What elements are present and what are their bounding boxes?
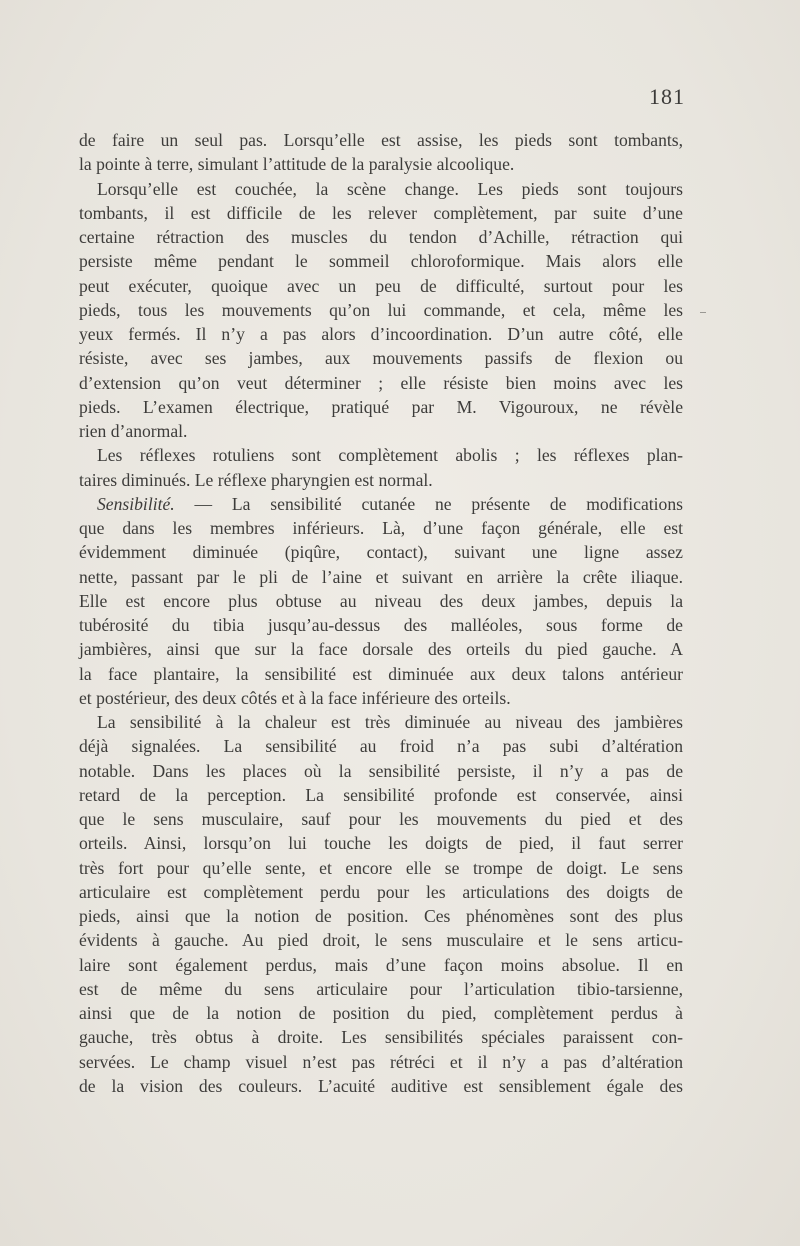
text-line: pieds, tous les mouvements qu’on lui commande, et cela, même les bbox=[79, 299, 683, 320]
text-line: taires diminués. Le réflexe pharyngien est normal. bbox=[79, 469, 433, 490]
section-heading: Sensibilité. bbox=[97, 493, 175, 514]
text-line: très fort pour qu’elle sente, et encore elle se trompe de doigt. Le sens bbox=[79, 857, 683, 878]
body-text bbox=[79, 128, 683, 1098]
text-line: que dans les membres inférieurs. Là, d’une façon générale, elle est bbox=[79, 518, 683, 538]
text-line: orteils. Ainsi, lorsqu’on lui touche les doigts de pied, il faut serrer bbox=[79, 833, 683, 854]
text-line: que le sens musculaire, sauf pour les mouvements du pied et des bbox=[79, 809, 683, 829]
text-line: est de même du sens articulaire pour l’articulation tibio-tarsienne, bbox=[79, 978, 683, 999]
text-line: évidents à gauche. Au pied droit, le sens musculaire et le sens articu- bbox=[79, 930, 683, 951]
text-line: la pointe à terre, simulant l’attitude de la paralysie alcoolique. bbox=[79, 154, 515, 175]
text-line: d’extension qu’on veut déterminer ; elle résiste bien moins avec les bbox=[79, 372, 683, 393]
text-line: évidemment diminuée (piqûre, contact), suivant une ligne assez bbox=[79, 542, 683, 563]
text-line: Les réflexes rotuliens sont complètement abolis ; les réflexes plan- bbox=[97, 445, 683, 466]
text-line: ainsi que de la notion de position du pied, complètement perdus à bbox=[79, 1003, 683, 1023]
text-line: de faire un seul pas. Lorsqu’elle est assise, les pieds sont tombants, bbox=[79, 130, 683, 150]
text-line: nette, passant par le pli de l’aine et suivant en arrière la crête iliaque. bbox=[79, 566, 683, 587]
text-line: peut exécuter, quoique avec un peu de difficulté, surtout pour les bbox=[79, 275, 683, 296]
text-line: déjà signalées. La sensibilité au froid n’a pas subi d’altération bbox=[79, 736, 683, 757]
text-line: pieds. L’examen électrique, pratiqué par M. Vigouroux, ne révèle bbox=[79, 396, 683, 417]
text-line: résiste, avec ses jambes, aux mouvements passifs de flexion ou bbox=[79, 348, 683, 369]
margin-mark bbox=[700, 312, 706, 313]
text-line-section-start bbox=[79, 492, 683, 516]
text-line: yeux fermés. Il n’y a pas alors d’incoordination. D’un autre côté, elle bbox=[79, 324, 683, 344]
text-line: La sensibilité à la chaleur est très diminuée au niveau des jambières bbox=[97, 712, 683, 732]
page-number: 181 bbox=[649, 84, 685, 109]
text-line: servées. Le champ visuel n’est pas rétréci et il n’y a pas d’altération bbox=[79, 1051, 683, 1072]
text-line: rien d’anormal. bbox=[79, 421, 188, 441]
text-line: Lorsqu’elle est couchée, la scène change. Les pieds sont toujours bbox=[97, 178, 683, 199]
text-line: la face plantaire, la sensibilité est diminuée aux deux talons antérieur bbox=[79, 663, 683, 684]
text-line: pieds, ainsi que la notion de position. Ces phénomènes sont des plus bbox=[79, 906, 683, 926]
text-line: articulaire est complètement perdu pour les articulations des doigts de bbox=[79, 881, 683, 902]
text-line: certaine rétraction des muscles du tendon d’Achille, rétraction qui bbox=[79, 227, 683, 247]
text-line: tombants, il est difficile de les relever complètement, par suite d’une bbox=[79, 202, 683, 223]
section-heading-continuation: — La sensibilité cutanée ne présente de modifications bbox=[194, 493, 683, 514]
text-line: laire sont également perdus, mais d’une façon moins absolue. Il en bbox=[79, 954, 683, 975]
text-line: retard de la perception. La sensibilité profonde est conservée, ainsi bbox=[79, 784, 683, 805]
text-line: tubérosité du tibia jusqu’au-dessus des malléoles, sous forme de bbox=[79, 615, 683, 635]
text-line: Elle est encore plus obtuse au niveau des deux jambes, depuis la bbox=[79, 590, 683, 611]
text-line: gauche, très obtus à droite. Les sensibilités spéciales paraissent con- bbox=[79, 1027, 683, 1048]
text-line: et postérieur, des deux côtés et à la face inférieure des orteils. bbox=[79, 687, 511, 708]
text-line: notable. Dans les places où la sensibilité persiste, il n’y a pas de bbox=[79, 760, 683, 781]
text-line: jambières, ainsi que sur la face dorsale des orteils du pied gauche. A bbox=[79, 639, 683, 660]
text-line: persiste même pendant le sommeil chloroformique. Mais alors elle bbox=[79, 251, 683, 272]
text-line: de la vision des couleurs. L’acuité auditive est sensiblement égale des bbox=[79, 1075, 683, 1096]
